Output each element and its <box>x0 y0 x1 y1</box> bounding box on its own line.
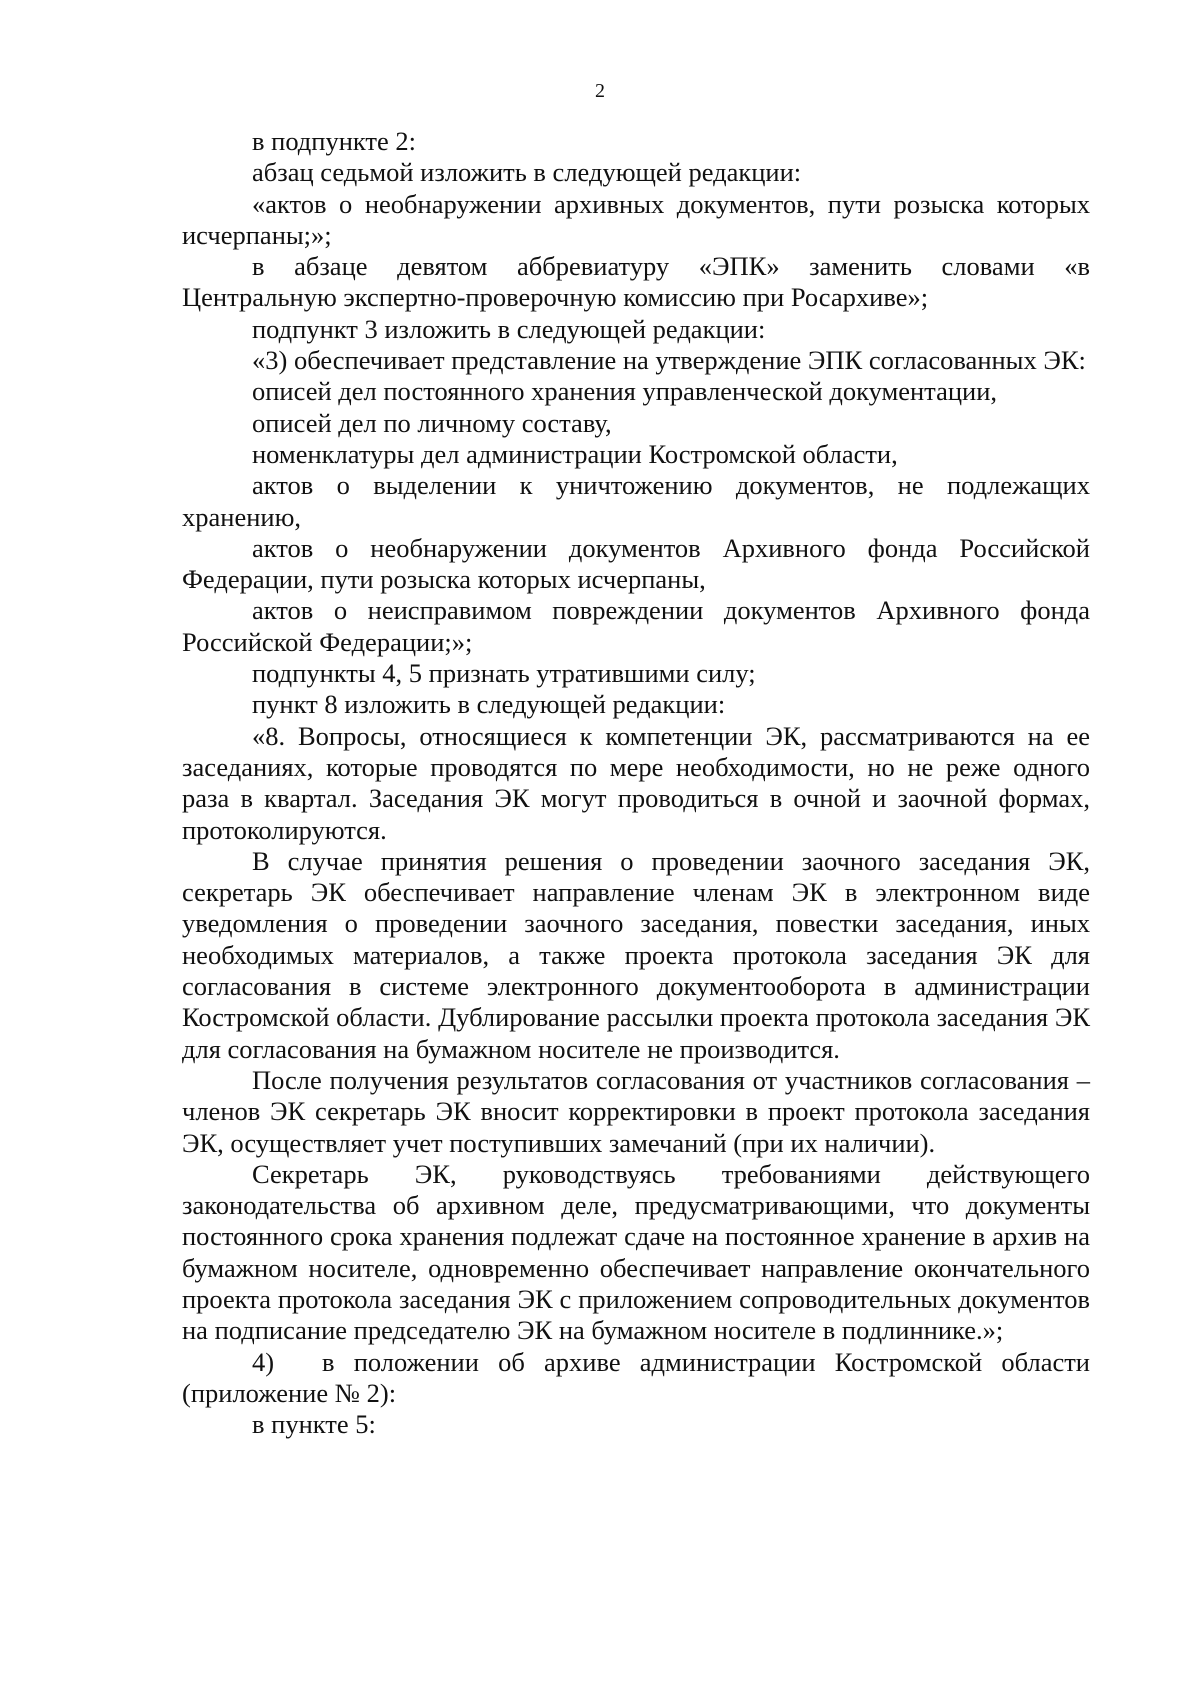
paragraph: актов о необнаружении документов Архивного фонда Российской Федерации, пути розыска которых исчерпаны, <box>182 532 1090 595</box>
paragraph: В случае принятия решения о проведении заочного заседания ЭК, секретарь ЭК обеспечивает направление членам ЭК в электронном виде уведомления о проведении заочного заседания, повестки заседания, иных необходимых материалов, а также проекта протокола заседания ЭК для согласования в системе электронного документооборота в администрации Костромской области. Дублирование рассылки проекта протокола заседания ЭК для согласования на бумажном носителе не производится. <box>182 845 1090 1064</box>
paragraph: «3) обеспечивает представление на утверждение ЭПК согласованных ЭК: <box>252 345 1086 376</box>
list-item-text: в положении об архиве администрации Костромской области (приложение № 2): <box>182 1346 1090 1408</box>
document-body <box>182 126 1090 1440</box>
paragraph: пункт 8 изложить в следующей редакции: <box>252 689 726 720</box>
paragraph: в абзаце девятом аббревиатуру «ЭПК» заменить словами «в Центральную экспертно-проверочную комиссию при Росархиве»; <box>182 251 1090 313</box>
paragraph: подпункт 3 изложить в следующей редакции: <box>252 313 766 344</box>
paragraph: в пункте 5: <box>252 1409 376 1440</box>
paragraph: актов о выделении к уничтожению документов, не подлежащих хранению, <box>182 470 1090 532</box>
page-number: 2 <box>595 80 605 102</box>
paragraph: подпункты 4, 5 признать утратившими силу; <box>252 658 756 689</box>
paragraph: «8. Вопросы, относящиеся к компетенции ЭК, рассматриваются на ее заседаниях, которые проводятся по мере необходимости, но не реже одного раза в квартал. Заседания ЭК могут проводиться в очной и заочной формах, протоколируются. <box>182 720 1090 845</box>
list-item <box>182 1347 1090 1410</box>
paragraph: абзац седьмой изложить в следующей редакции: <box>252 157 802 188</box>
paragraph: номенклатуры дел администрации Костромской области, <box>252 438 898 469</box>
paragraph: После получения результатов согласования от участников согласования – членов ЭК секретарь ЭК вносит корректировки в проект протокола заседания ЭК, осуществляет учет поступивших замечаний (при их наличии). <box>182 1064 1090 1158</box>
paragraph: актов о неисправимом повреждении документов Архивного фонда Российской Федерации;»; <box>182 595 1090 657</box>
paragraph: «актов о необнаружении архивных документов, пути розыска которых исчерпаны;»; <box>182 188 1090 250</box>
paragraph: описей дел постоянного хранения управленческой документации, <box>252 376 998 407</box>
paragraph: описей дел по личному составу, <box>252 407 612 438</box>
paragraph: в подпункте 2: <box>252 126 417 156</box>
list-item-marker: 4) <box>252 1346 275 1377</box>
paragraph: Секретарь ЭК, руководствуясь требованиями действующего законодательства об архивном деле, предусматривающими, что документы постоянного срока хранения подлежат сдаче на постоянное хранение в архив на бумажном носителе, одновременно обеспечивает направление окончательного проекта протокола заседания ЭК с приложением сопроводительных документов на подписание председателю ЭК на бумажном носителе в подлиннике.»; <box>182 1158 1090 1346</box>
